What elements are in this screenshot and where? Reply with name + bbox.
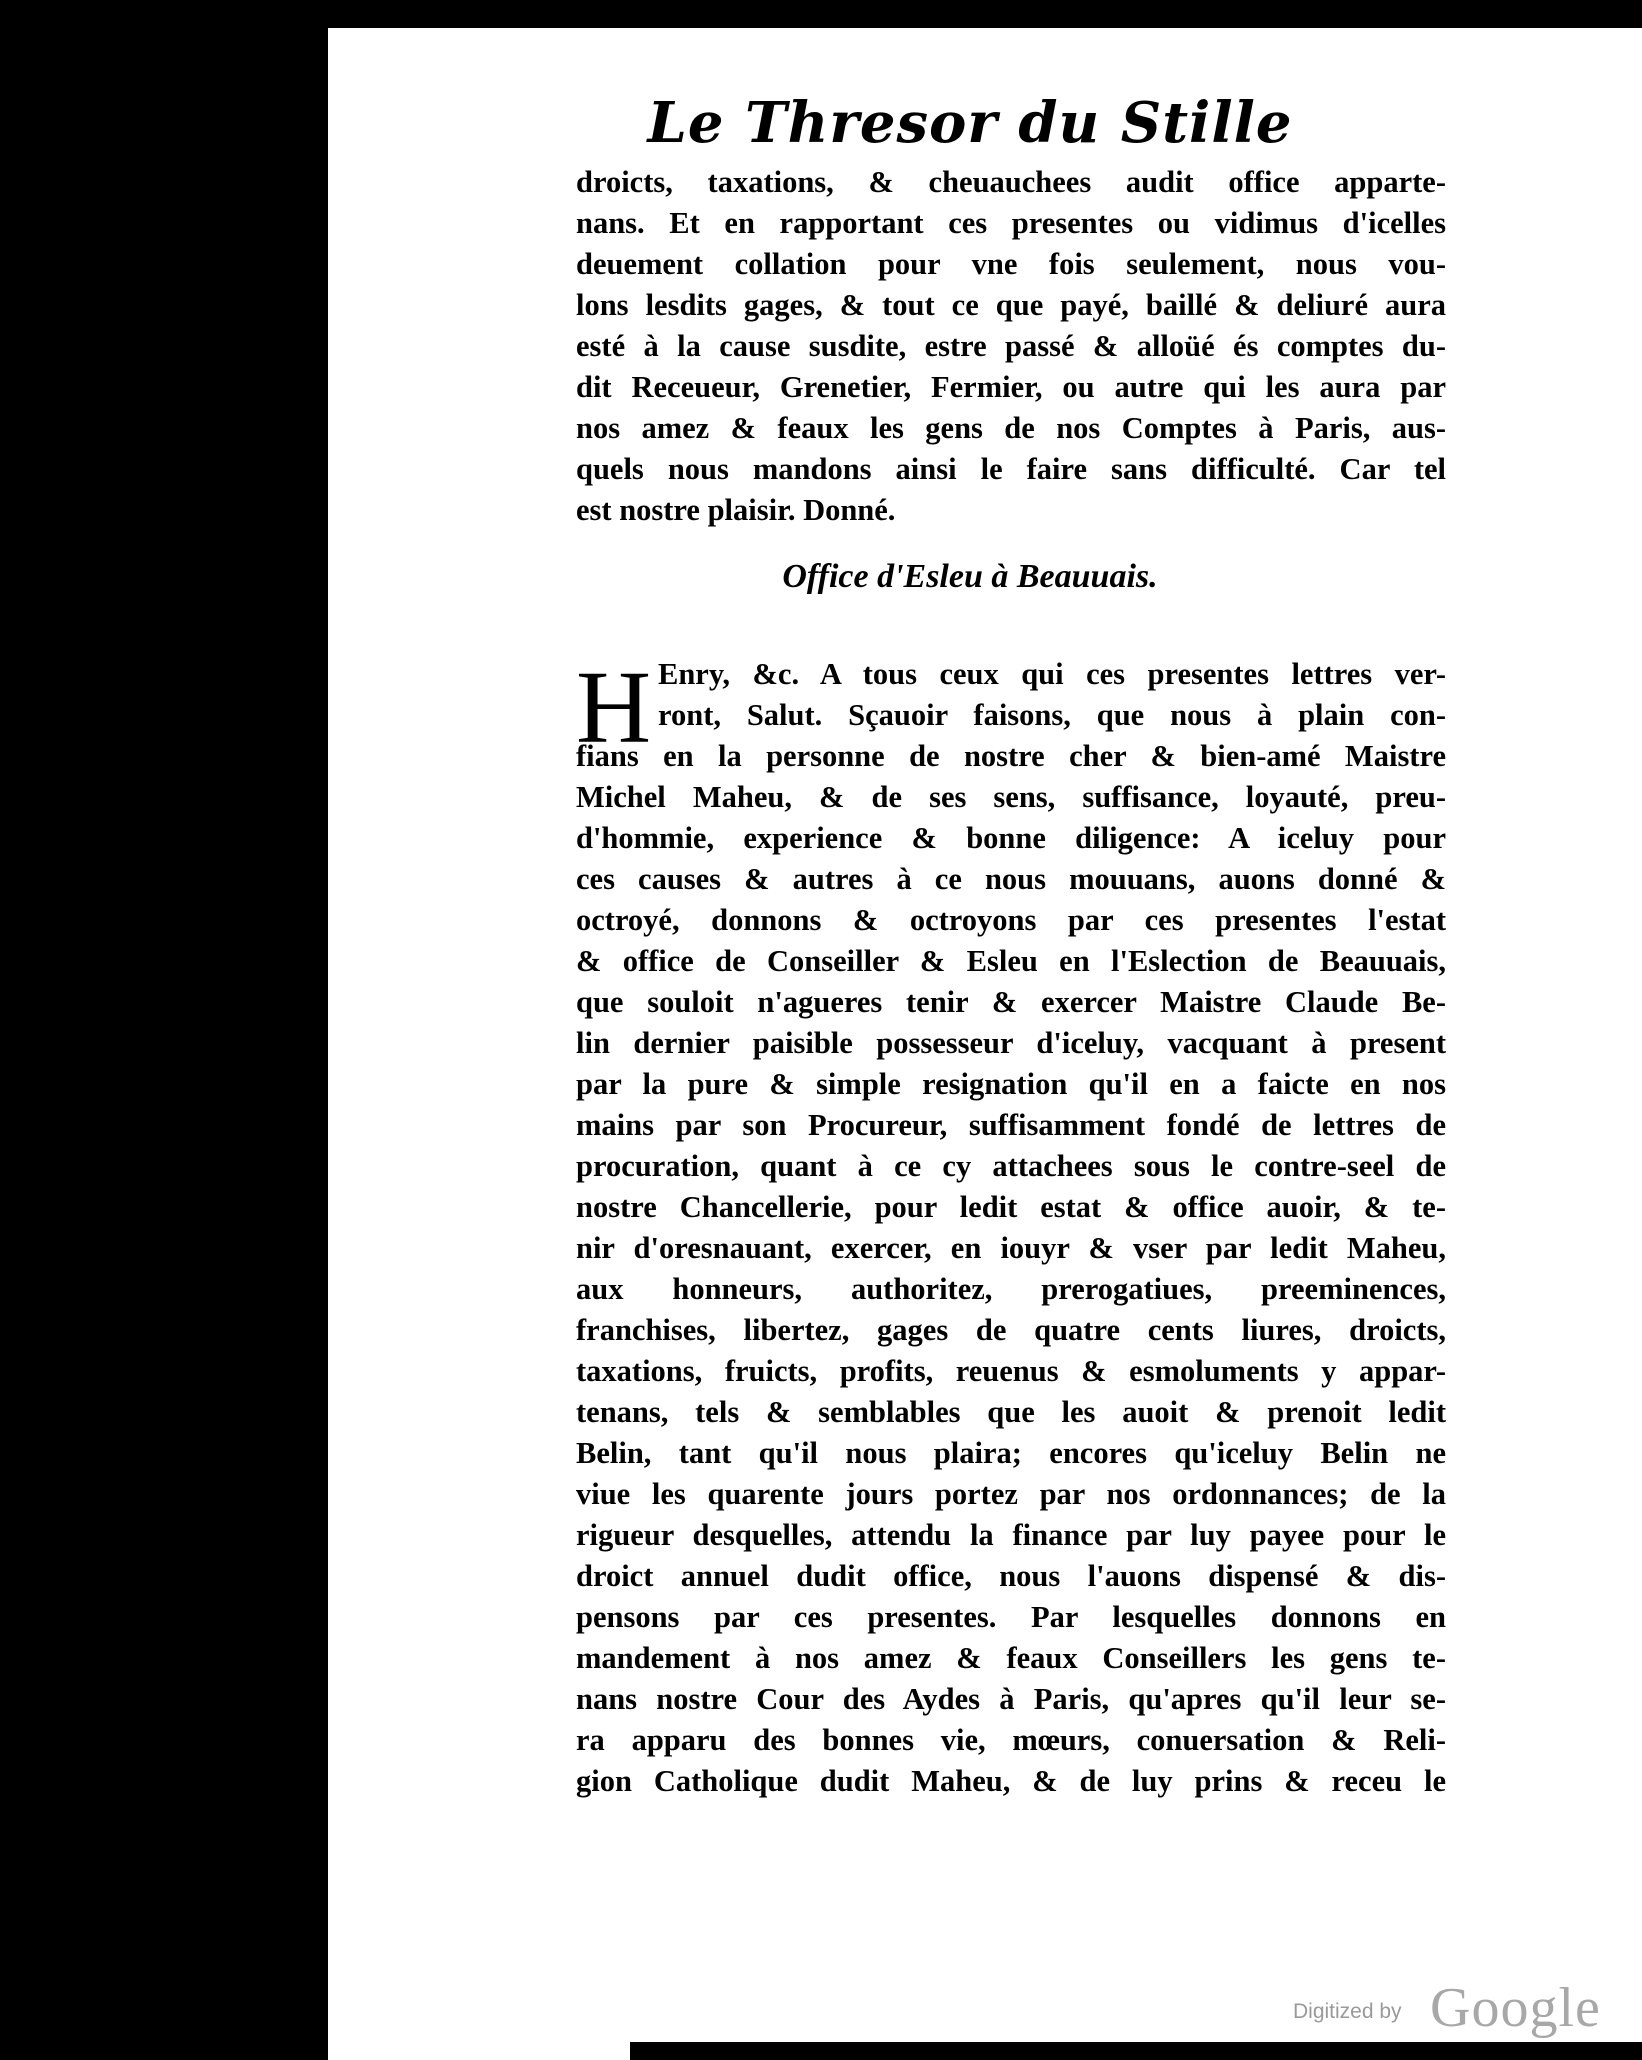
text-line: franchises, libertez, gages de quatre cents liures, droicts, — [576, 1313, 1446, 1347]
text-line: viue les quarente jours portez par nos ordonnances; de la — [576, 1477, 1446, 1511]
section-title: Office d'Esleu à Beauuais. — [782, 558, 1158, 595]
text-line: pensons par ces presentes. Par lesquelles donnons en — [576, 1600, 1446, 1634]
text-line: deuement collation pour vne fois seulement, nous vou- — [576, 247, 1446, 281]
text-line: Michel Maheu, & de ses sens, suffisance, loyauté, preu- — [576, 780, 1446, 814]
text-line: & office de Conseiller & Esleu en l'Eslection de Beauuais, — [576, 944, 1446, 978]
text-line: nos amez & feaux les gens de nos Comptes à Paris, aus- — [576, 411, 1446, 445]
text-line: Enry, &c. A tous ceux qui ces presentes lettres ver- — [658, 657, 1446, 691]
text-line: mains par son Procureur, suffisamment fondé de lettres de — [576, 1108, 1446, 1142]
book-page — [328, 28, 1612, 2042]
text-line: procuration, quant à ce cy attachees sous le contre-seel de — [576, 1149, 1446, 1183]
text-line: rigueur desquelles, attendu la finance par luy payee pour le — [576, 1518, 1446, 1552]
text-line: nans nostre Cour des Aydes à Paris, qu'apres qu'il leur se- — [576, 1682, 1446, 1716]
scan-border-top-right — [1612, 0, 1642, 28]
text-line: gion Catholique dudit Maheu, & de luy prins & receu le — [576, 1764, 1446, 1798]
drop-cap: H — [576, 650, 652, 765]
text-line: par la pure & simple resignation qu'il en a faicte en nos — [576, 1067, 1446, 1101]
text-line: nostre Chancellerie, pour ledit estat & office auoir, & te- — [576, 1190, 1446, 1224]
text-line: tenans, tels & semblables que les auoit & prenoit ledit — [576, 1395, 1446, 1429]
text-line: Belin, tant qu'il nous plaira; encores qu'iceluy Belin ne — [576, 1436, 1446, 1470]
text-line: nans. Et en rapportant ces presentes ou vidimus d'icelles — [576, 206, 1446, 240]
paragraph-1 — [576, 162, 1642, 531]
text-line: nir d'oresnauant, exercer, en iouyr & vser par ledit Maheu, — [576, 1231, 1446, 1265]
digitized-by-label: Digitized by — [1293, 2000, 1402, 2023]
scan-border-bottom — [630, 2042, 1642, 2060]
cropped-text-line — [576, 1770, 1446, 1780]
scan-border-left — [0, 0, 328, 2060]
text-line: ront, Salut. Sçauoir faisons, que nous à plain con- — [658, 698, 1446, 732]
google-watermark: Google — [1430, 1977, 1601, 2039]
text-line: ces causes & autres à ce nous mouuans, auons donné & — [576, 862, 1446, 896]
text-line: fians en la personne de nostre cher & bien-amé Maistre — [576, 739, 1446, 773]
running-head: Le Thresor du Stille — [647, 90, 1293, 156]
text-line: esté à la cause susdite, estre passé & alloüé és comptes du- — [576, 329, 1446, 363]
text-line: d'hommie, experience & bonne diligence: A iceluy pour — [576, 821, 1446, 855]
text-line: lin dernier paisible possesseur d'iceluy, vacquant à present — [576, 1026, 1446, 1060]
text-line: que souloit n'agueres tenir & exercer Maistre Claude Be- — [576, 985, 1446, 1019]
text-line: aux honneurs, authoritez, prerogatiues, preeminences, — [576, 1272, 1446, 1306]
text-line: droicts, taxations, & cheuauchees audit office apparte- — [576, 165, 1446, 199]
text-line: droict annuel dudit office, nous l'auons dispensé & dis- — [576, 1559, 1446, 1593]
text-line: quels nous mandons ainsi le faire sans difficulté. Car tel — [576, 452, 1446, 486]
text-line: lons lesdits gages, & tout ce que payé, baillé & deliuré aura — [576, 288, 1446, 322]
text-line: est nostre plaisir. Donné. — [576, 493, 896, 527]
text-line: ra apparu des bonnes vie, mœurs, conuersation & Reli- — [576, 1723, 1446, 1757]
text-line: taxations, fruicts, profits, reuenus & esmoluments y appar- — [576, 1354, 1446, 1388]
text-line: mandement à nos amez & feaux Conseillers les gens te- — [576, 1641, 1446, 1675]
text-line: octroyé, donnons & octroyons par ces presentes l'estat — [576, 903, 1446, 937]
paragraph-2 — [576, 650, 1642, 1802]
text-line: dit Receueur, Grenetier, Fermier, ou autre qui les aura par — [576, 370, 1446, 404]
